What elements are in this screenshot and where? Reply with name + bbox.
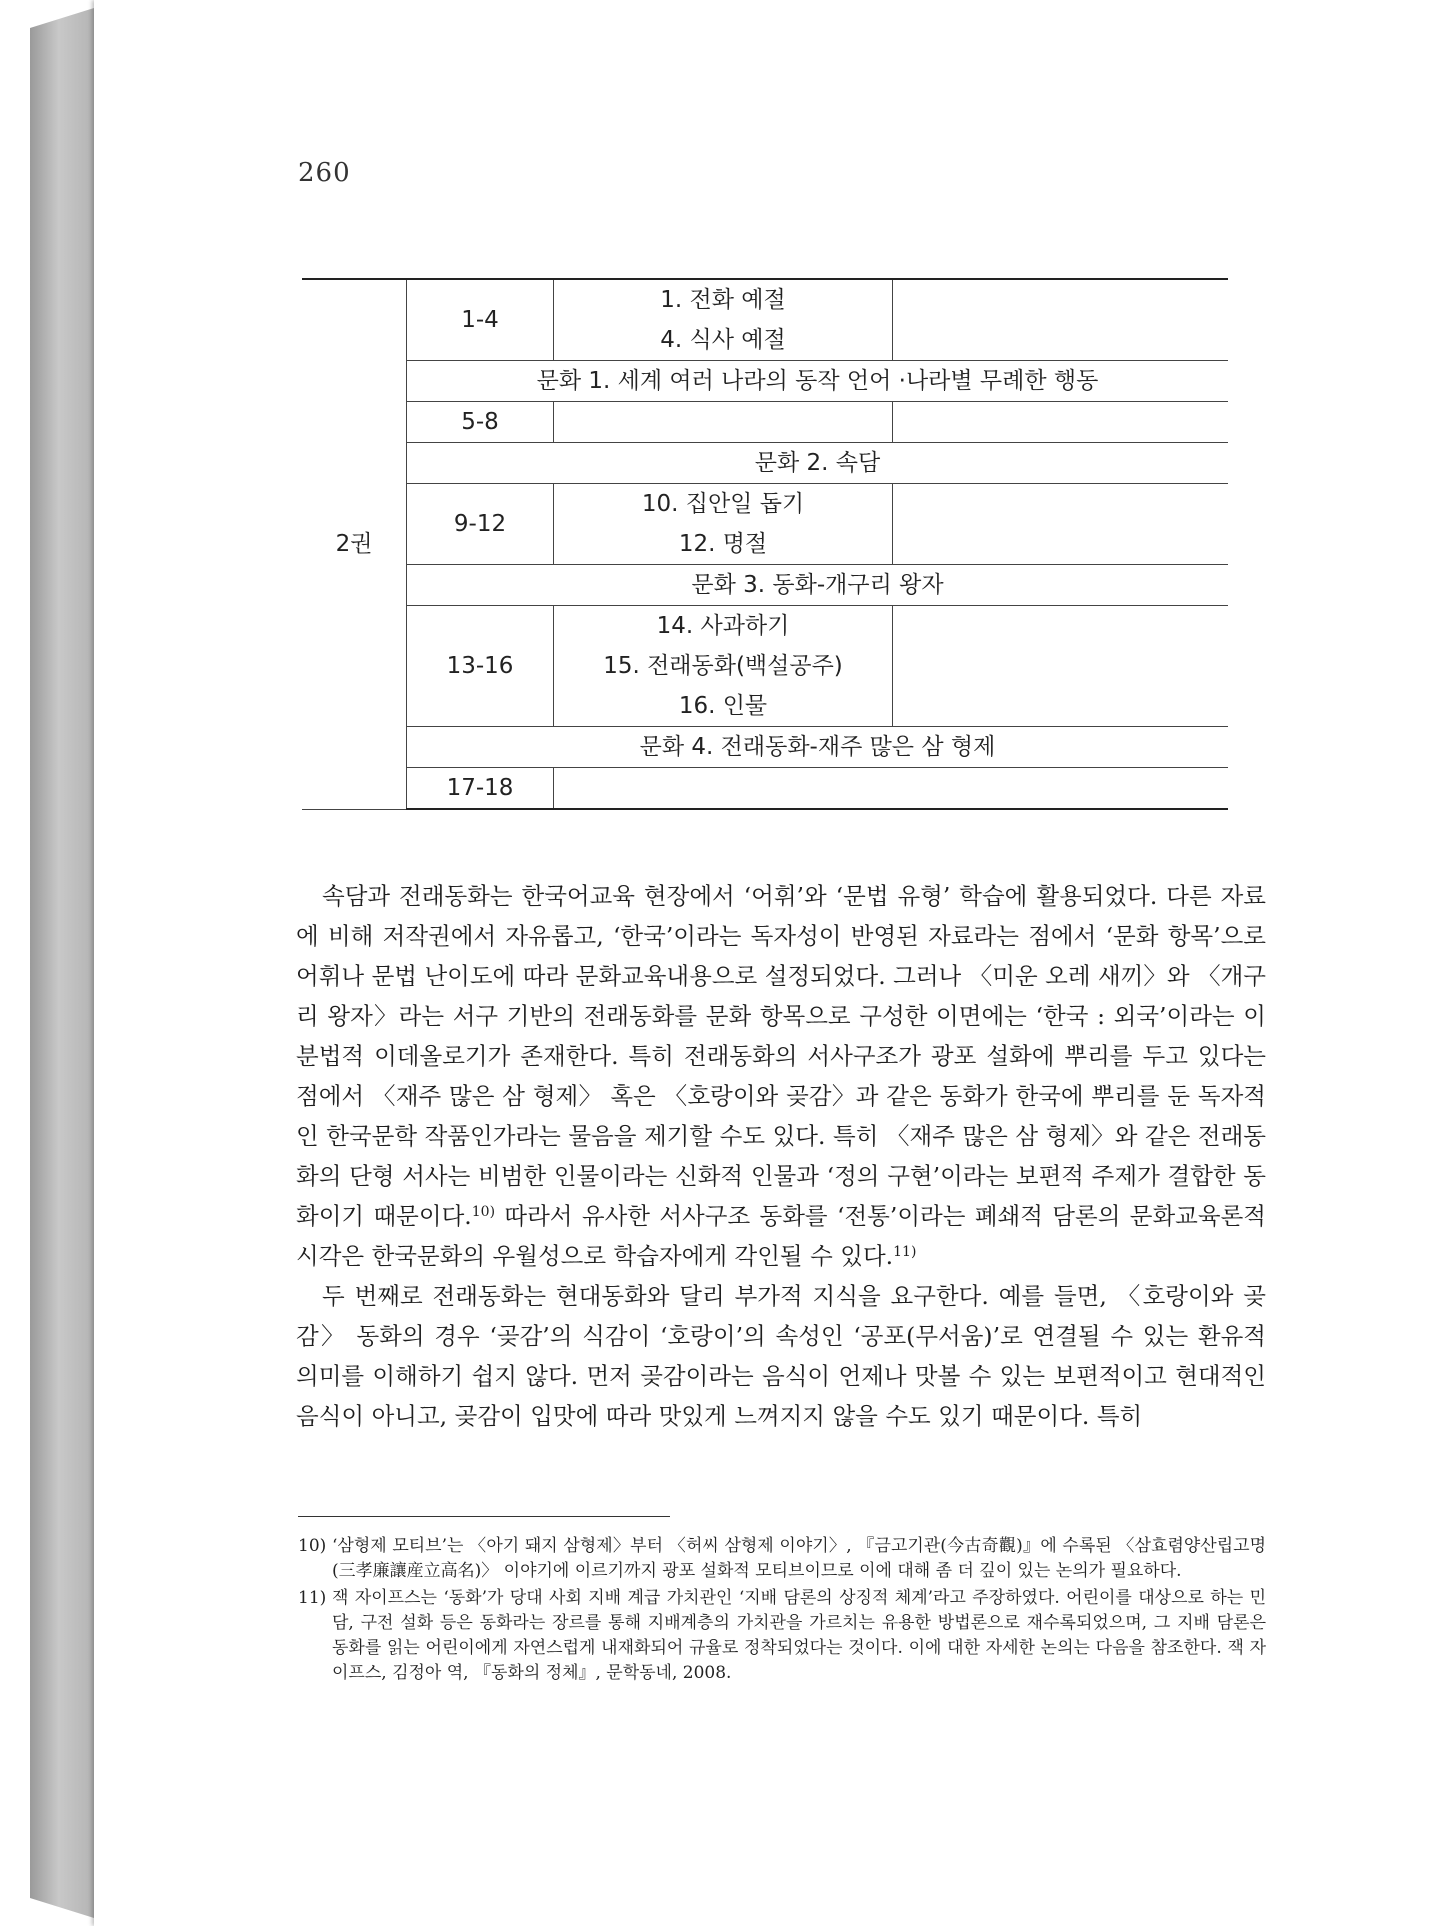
unit-range-cell: 13-16 (407, 606, 554, 727)
footnote-text: ‘삼형제 모티브’는 〈아기 돼지 삼형제〉부터 〈허씨 삼형제 이야기〉, 『금고기관(今古奇觀)』에 수록된 〈삼효렴양산립고명(三孝廉讓産立高名)〉 이야기에 이르기까지 광포 설화적 모티브이므로 이에 대해 좀 더 깊이 있는 논의가 필요하다. (332, 1536, 1266, 1581)
footnote-text: 잭 자이프스는 ‘동화’가 당대 사회 지배 계급 가치관인 ‘지배 담론의 상징적 체계’라고 주장하였다. 어린이를 대상으로 하는 민담, 구전 설화 등은 동화라는 장르를 통해 지배계층의 가치관을 가르치는 유용한 방법론으로 재수록되었으며, 그 지배 담론은 동화를 읽는 어린이에게 자연스럽게 내재화되어 규율로 정착되었다는 것이다. 이에 대한 자세한 논의는 다음을 참조한다. 잭 자이프스, 김정아 역, 『동화의 정체』, 문학동네, 2008. (332, 1588, 1266, 1683)
footnote (298, 1586, 1266, 1686)
empty-cell (893, 484, 1229, 565)
culture-cell: 문화 2. 속담 (407, 443, 1229, 484)
paragraph-text: 속담과 전래동화는 한국어교육 현장에서 ‘어휘’와 ‘문법 유형’ 학습에 활용되었다. 다른 자료에 비해 저작권에서 자유롭고, ‘한국’이라는 독자성이 반영된 자료라는 점에서 ‘문화 항목’으로 어휘나 문법 난이도에 따라 문화교육내용으로 설정되었다. 그러나 〈미운 오레 새끼〉와 〈개구리 왕자〉라는 서구 기반의 전래동화를 문화 항목으로 구성한 이면에는 ‘한국 : 외국’이라는 이분법적 이데올로기가 존재한다. 특히 전래동화의 서사구조가 광포 설화에 뿌리를 두고 있다는 점에서 〈재주 많은 삼 형제〉 혹은 〈호랑이와 곶감〉과 같은 동화가 한국에 뿌리를 둔 독자적인 한국문학 작품인가라는 물음을 제기할 수도 있다. 특히 〈재주 많은 삼 형제〉와 같은 전래동화의 단형 서사는 비범한 인물이라는 신화적 인물과 ‘정의 구현’이라는 보편적 주제가 결합한 동화이기 때문이다. (296, 882, 1266, 1230)
paragraph: 두 번째로 전래동화는 현대동화와 달리 부가적 지식을 요구한다. 예를 들면, 〈호랑이와 곶감〉 동화의 경우 ‘곶감’의 식감이 ‘호랑이’의 속성인 ‘공포(무서움)’로 연결될 수 있는 환유적 의미를 이해하기 쉽지 않다. 먼저 곶감이라는 음식이 언제나 맛볼 수 있는 보편적이고 현대적인 음식이 아니고, 곶감이 입맛에 따라 맛있게 느껴지지 않을 수도 있기 때문이다. 특히 (296, 1282, 1266, 1430)
empty-cell (893, 606, 1229, 727)
table-row (302, 279, 1228, 361)
table-row (302, 606, 1228, 727)
culture-cell: 문화 3. 동화-개구리 왕자 (407, 565, 1229, 606)
paragraph-text: 따라서 유사한 서사구조 동화를 ‘전통’이라는 폐쇄적 담론의 문화교육론적 시각은 한국문화의 우월성으로 학습자에게 각인될 수 있다. (296, 1202, 1266, 1270)
footnote-ref: 11) (893, 1244, 917, 1260)
table-row (302, 727, 1228, 768)
table-row (302, 361, 1228, 402)
lesson-cell (554, 606, 893, 727)
unit-range-cell: 17-18 (407, 768, 554, 810)
lesson-item: 12. 명절 (678, 531, 768, 557)
culture-cell: 문화 1. 세계 여러 나라의 동작 언어 ·나라별 무례한 행동 (407, 361, 1229, 402)
curriculum-table-body (302, 279, 1228, 809)
lesson-cell (554, 279, 893, 361)
footnote-ref: 10) (471, 1204, 496, 1220)
footnotes (298, 1534, 1266, 1688)
unit-range-cell: 9-12 (407, 484, 554, 565)
body-text (296, 876, 1266, 1436)
footnote-divider (298, 1516, 670, 1517)
volume-cell: 2권 (302, 279, 407, 809)
table-row (302, 402, 1228, 443)
table-row (302, 565, 1228, 606)
lesson-item: 16. 인물 (678, 693, 768, 719)
footnote-number: 10) (298, 1536, 327, 1556)
lesson-cell (554, 768, 1229, 810)
table-row (302, 768, 1228, 810)
footnote-number: 11) (298, 1588, 327, 1608)
empty-cell (893, 279, 1229, 361)
lesson-item: 15. 전래동화(백설공주) (603, 653, 843, 679)
lesson-item: 1. 전화 예절 (660, 287, 786, 313)
lesson-cell (554, 484, 893, 565)
table-row (302, 443, 1228, 484)
curriculum-table (302, 278, 1228, 810)
paragraph (296, 876, 1266, 1276)
unit-range-cell: 1-4 (407, 279, 554, 361)
table-row (302, 484, 1228, 565)
lesson-cell (554, 402, 893, 443)
lesson-item: 10. 집안일 돕기 (641, 491, 805, 517)
empty-cell (893, 402, 1229, 443)
culture-cell: 문화 4. 전래동화-재주 많은 삼 형제 (407, 727, 1229, 768)
unit-range-cell: 5-8 (407, 402, 554, 443)
lesson-item: 14. 사과하기 (656, 613, 790, 639)
page-number: 260 (298, 158, 351, 188)
book-spine (30, 8, 94, 1918)
lesson-item: 4. 식사 예절 (660, 327, 786, 353)
footnote (298, 1534, 1266, 1584)
